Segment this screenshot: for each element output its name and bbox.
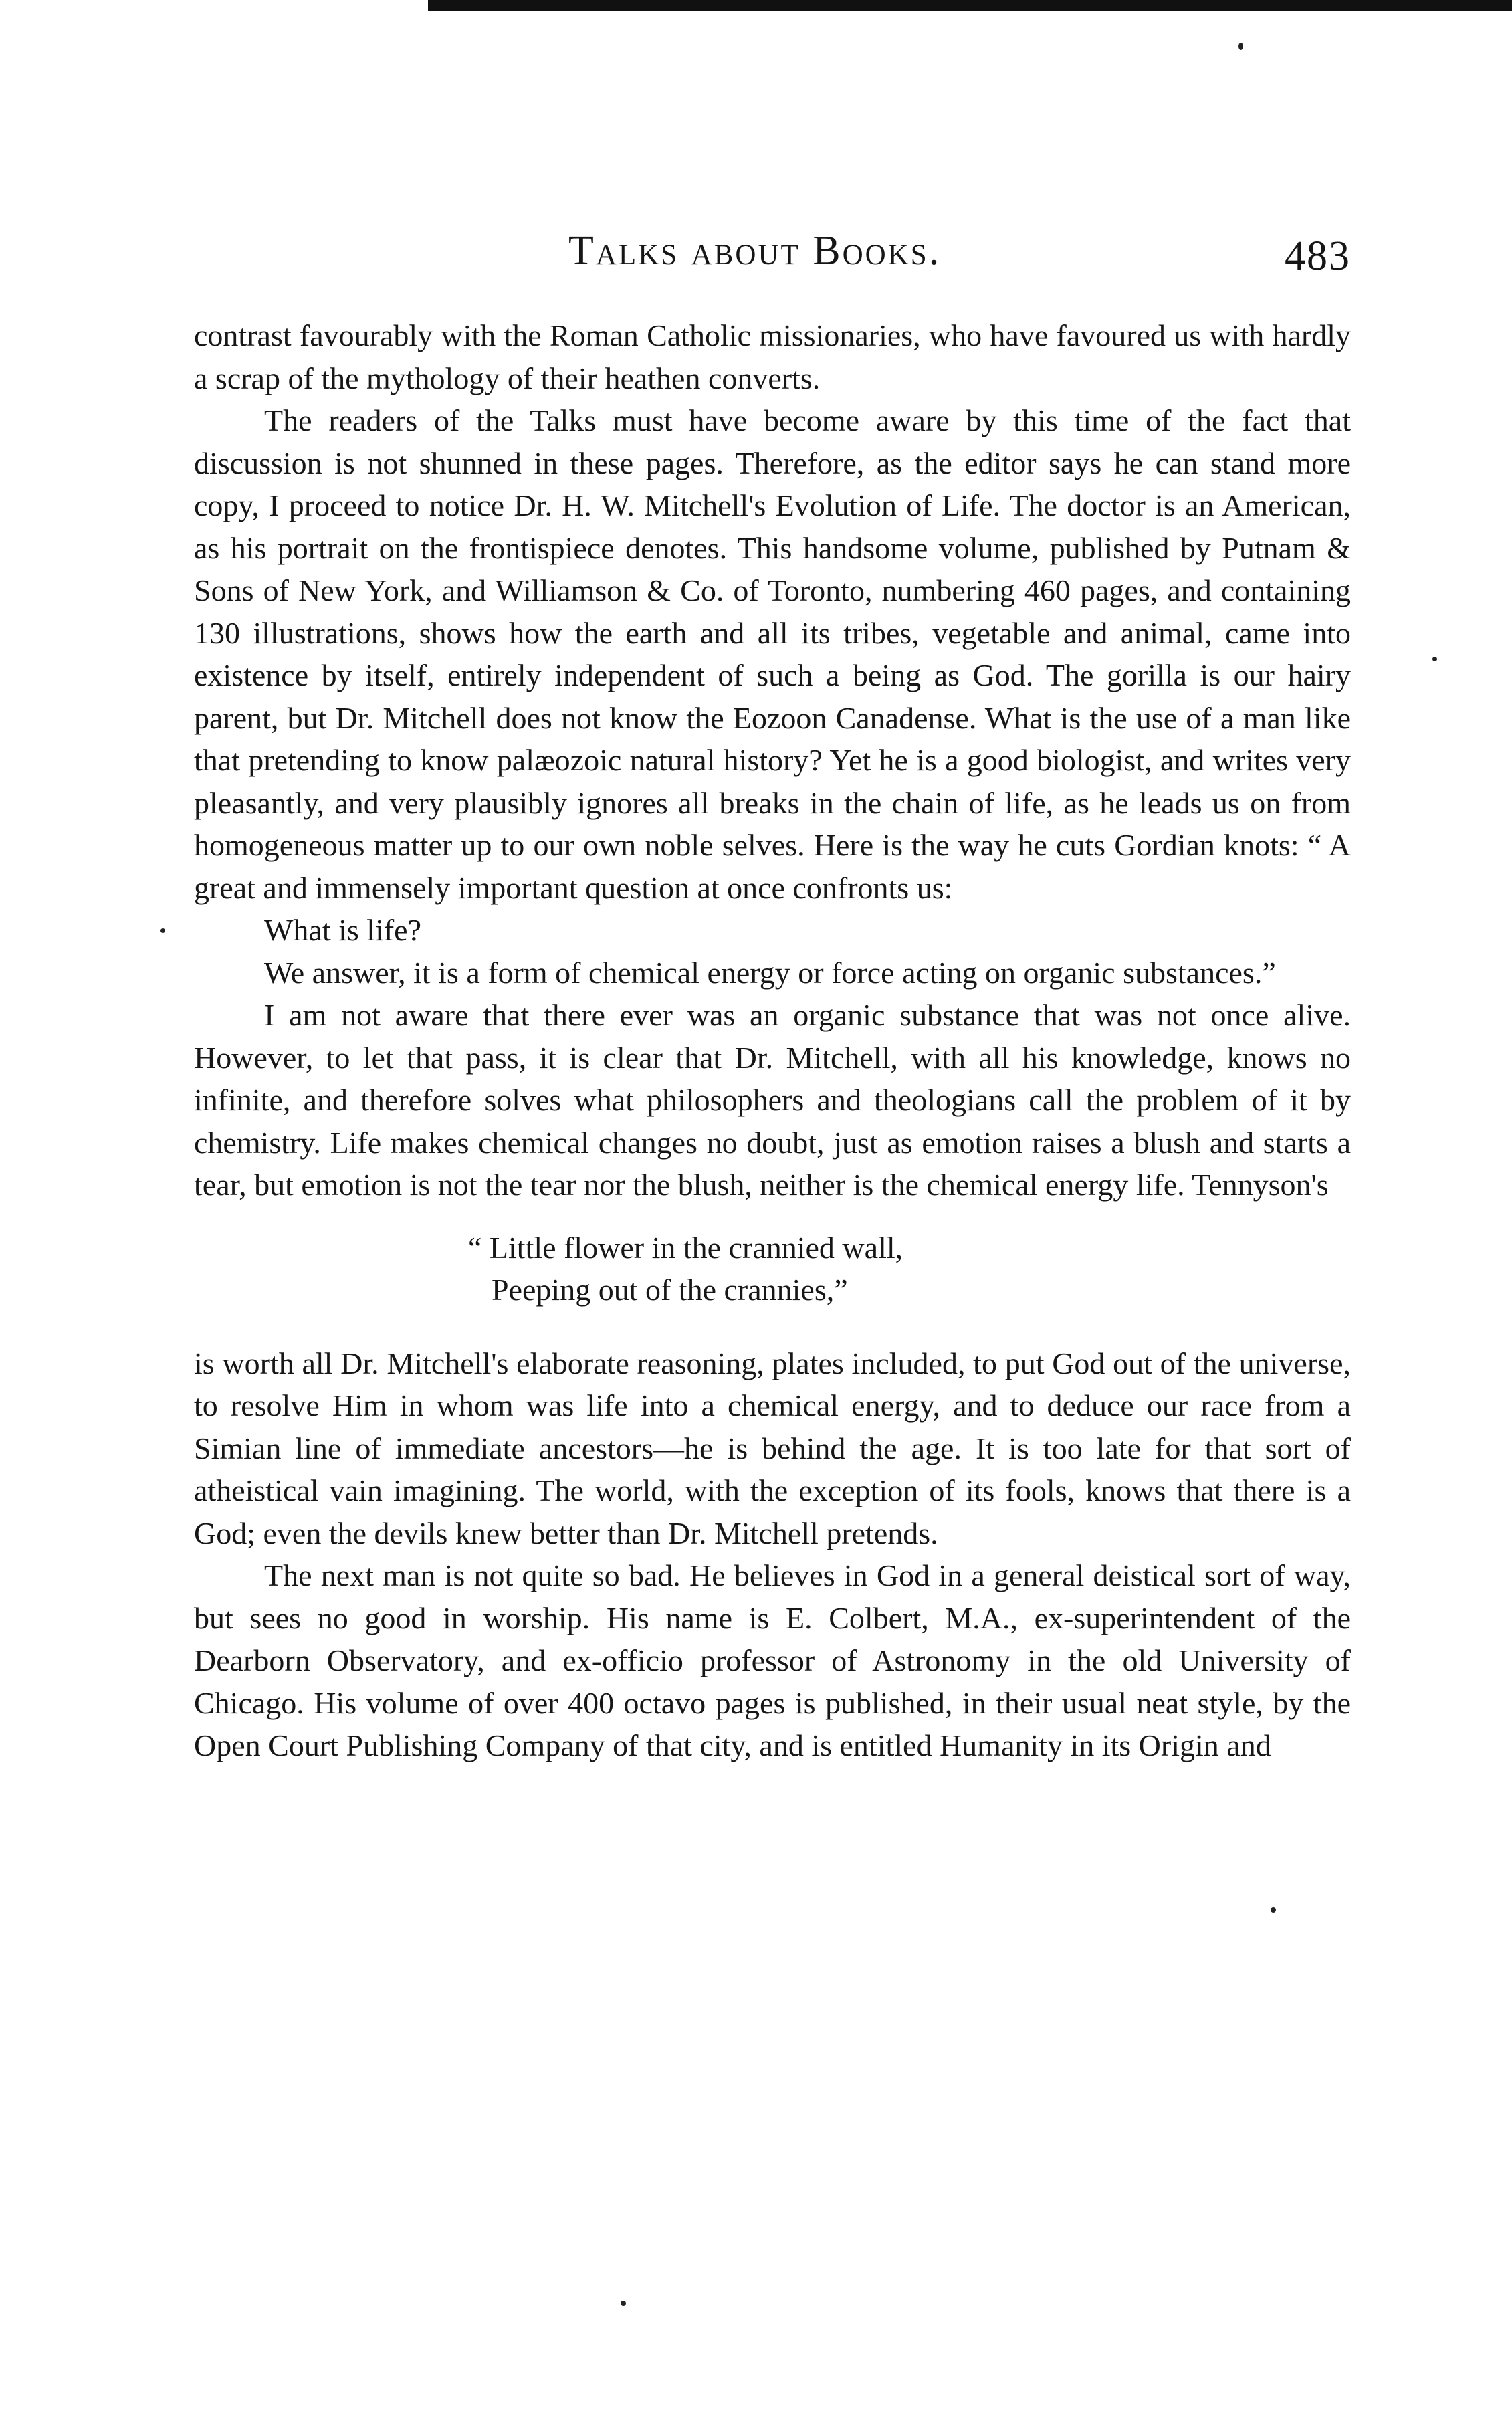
verse-line: “ Little flower in the crannied wall, [468,1230,903,1265]
print-speck [1432,657,1437,661]
paragraph: The readers of the Talks must have become aware by this time of the fact that discussion is not shunned in these pages. Therefore, as the editor says he can stand more copy, I proceed to notice Dr. H. W. Mitchell's Evolution of Life. The doctor is an American, as his portrait on the frontispiece denotes. This handsome volume, published by Putnam & Sons of New York, and Williamson & Co. of Toronto, numbering 460 pages, and containing 130 illustrations, shows how the earth and all its tribes, vegetable and animal, came into existence by itself, entirely independent of such a being as God. The gorilla is our hairy parent, but Dr. Mitchell does not know the Eozoon Canadense. What is the use of a man like that pretending to know palæozoic natural history? Yet he is a good biologist, and writes very pleasantly, and very plausibly ignores all breaks in the chain of life, as he leads us on from homogeneous matter up to our own noble selves. Here is the way he cuts Gordian knots: “ A great and immensely important question at once confronts us: [194,403,1351,905]
quoted-question: What is life? [264,913,422,947]
paragraph: I am not aware that there ever was an organic substance that was not once alive. However, to let that pass, it is clear that Dr. Mitchell, with all his knowledge, knows no infinite, and therefore solves what philosophers and theologians call the problem of it by chemistry. Life makes chemical changes no doubt, just as emotion raises a blush and starts a tear, but emotion is not the tear nor the blush, neither is the chemical energy life. Tennyson's [194,998,1351,1202]
page-number: 483 [1285,233,1351,279]
running-title: Talks about Books. [568,228,942,274]
paragraph: contrast favourably with the Roman Catholic missionaries, who have favoured us with hardly a scrap of the mythology of their heathen converts. [194,318,1351,395]
quoted-answer: We answer, it is a form of chemical energy or force acting on organic substances.” [264,955,1276,990]
paragraph: is worth all Dr. Mitchell's elaborate reasoning, plates included, to put God out of the universe, to resolve Him in whom was life into a chemical energy, and to deduce our race from a Simian line of immediate ancestors—he is behind the age. It is too late for that sort of atheistical vain imagining. The world, with the exception of its fools, knows that there is a God; even the devils knew better than Dr. Mitchell pretends. [194,1346,1351,1550]
print-speck [1271,1907,1276,1913]
paragraph: The next man is not quite so bad. He believes in God in a general deistical sort of way, but sees no good in worship. His name is E. Colbert, M.A., ex-superintendent of the Dearborn Observatory, and ex-officio professor of Astronomy in the old University of Chicago. His volume of over 400 octavo pages is published, in their usual neat style, by the Open Court Publishing Company of that city, and is entitled Humanity in its Origin and [194,1558,1351,1762]
print-speck [1238,43,1243,50]
top-edge-rule [428,0,1512,11]
verse-quotation [468,1227,1351,1311]
page-header [194,227,1351,294]
print-speck [160,928,165,933]
verse-line: Peeping out of the crannies,” [492,1273,848,1307]
article-body [194,314,1351,1767]
print-speck [621,2301,626,2306]
